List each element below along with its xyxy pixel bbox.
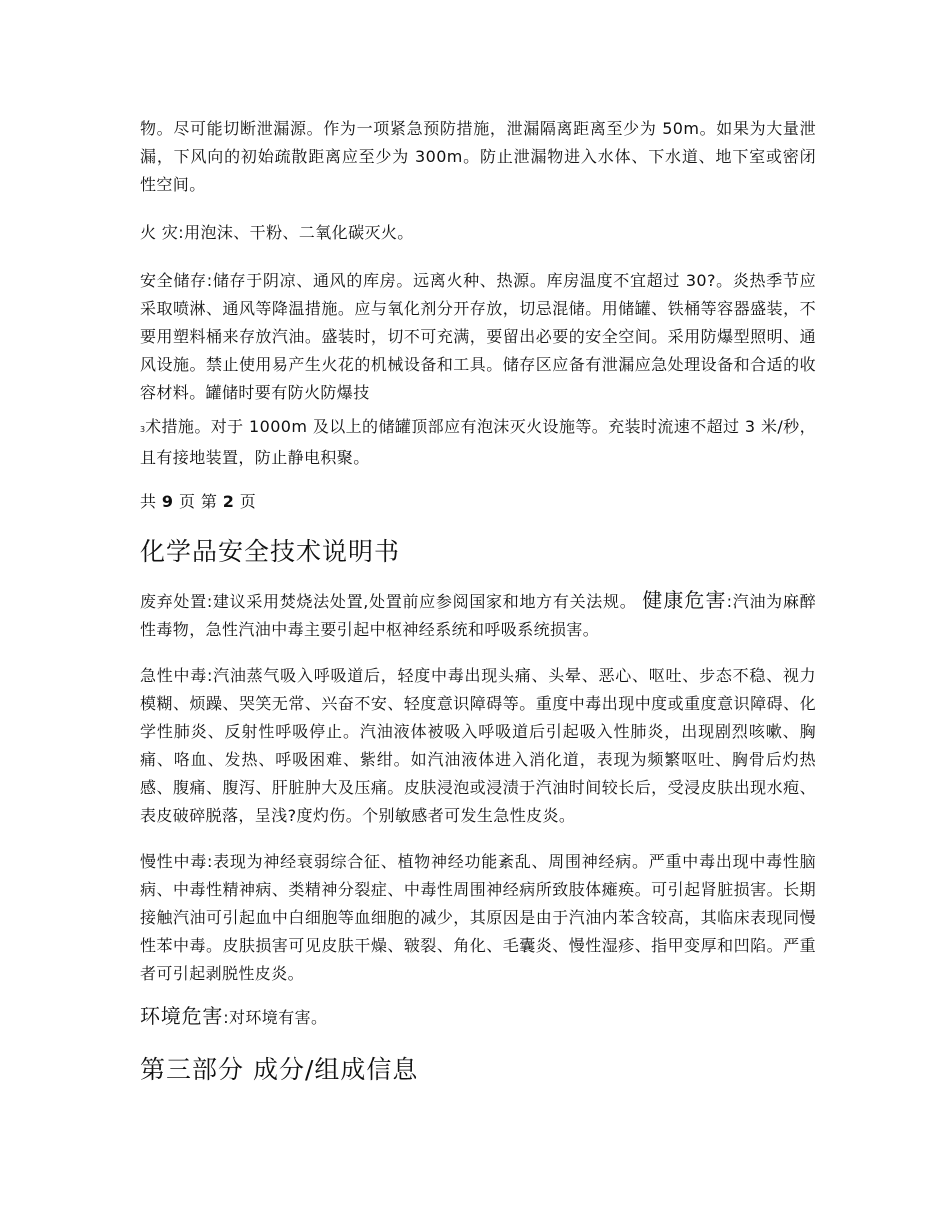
environmental-hazard-label: 环境危害	[140, 1004, 224, 1028]
health-hazard-text: :汽油为麻醉性毒物，急性汽油中毒主要引起中枢神经系统和呼吸系统损害。	[140, 592, 816, 639]
page-counter	[140, 488, 816, 516]
paragraph-storage: 安全储存:储存于阴凉、通风的库房。远离火种、热源。库房温度不宜超过 30?。炎热季节应采取喷淋、通风等降温措施。应与氧化剂分开存放，切忌混储。用储罐、铁桶等容器盛装，不要用塑料桶来存放汽油。盛装时，切不可充满，要留出必要的安全空间。采用防爆型照明、通风设施。禁止使用易产生火花的机械设备和工具。储存区应备有泄漏应急处理设备和合适的收容材料。罐储时要有防火防爆技	[140, 271, 816, 402]
paragraph-chronic-poisoning: 慢性中毒:表现为神经衰弱综合征、植物神经功能紊乱、周围神经病。严重中毒出现中毒性脑病、中毒性精神病、类精神分裂症、中毒性周围神经病所致肢体瘫痪。可引起肾脏损害。长期接触汽油可引起血中白细胞等血细胞的减少，其原因是由于汽油内苯含较高，其临床表现同慢性苯中毒。皮肤损害可见皮肤干燥、皲裂、角化、毛囊炎、慢性湿疹、指甲变厚和凹陷。严重者可引起剥脱性皮炎。	[140, 852, 816, 983]
environmental-hazard-text: :对环境有害。	[223, 1008, 328, 1027]
health-hazard-label: 健康危害	[642, 588, 727, 612]
section-title: 第三部分 成分/组成信息	[140, 1055, 419, 1084]
paragraph-storage-continued	[140, 413, 816, 472]
document-title: 化学品安全技术说明书	[140, 537, 401, 566]
paragraph-disposal-health	[140, 586, 816, 644]
footnote-mark: 3	[140, 425, 146, 434]
page-counter-middle: 页 第	[178, 492, 218, 511]
disposal-text: 废弃处置:建议采用焚烧法处置,处置前应参阅国家和地方有关法规。	[140, 592, 643, 611]
page-counter-prefix: 共	[140, 492, 157, 511]
document-page	[140, 115, 816, 1088]
paragraph-environmental-hazard	[140, 1002, 816, 1032]
page-counter-current: 2	[222, 492, 235, 511]
paragraph-acute-poisoning: 急性中毒:汽油蒸气吸入呼吸道后，轻度中毒出现头痛、头晕、恶心、呕吐、步态不稳、视力模糊、烦躁、哭笑无常、兴奋不安、轻度意识障碍等。重度中毒出现中度或重度意识障碍、化学性肺炎、反射性呼吸停止。汽油液体被吸入呼吸道后引起吸入性肺炎，出现剧烈咳嗽、胸痛、咯血、发热、呼吸困难、紫绀。如汽油液体进入消化道，表现为频繁呕吐、胸骨后灼热感、腹痛、腹泻、肝脏肿大及压痛。皮肤浸泡或浸渍于汽油时间较长后，受浸皮肤出现水疱、表皮破碎脱落，呈浅?度灼伤。个别敏感者可发生急性皮炎。	[140, 666, 816, 825]
paragraph-leak-handling: 物。尽可能切断泄漏源。作为一项紧急预防措施，泄漏隔离距离至少为 50m。如果为大量泄漏，下风向的初始疏散距离应至少为 300m。防止泄漏物进入水体、下水道、地下室或密闭性空间。	[140, 119, 816, 194]
page-counter-suffix: 页	[239, 492, 257, 511]
paragraph-fire: 火 灾:用泡沫、干粉、二氧化碳灭火。	[140, 223, 414, 242]
paragraph-storage-continued-text: 术措施。对于 1000m 及以上的储罐顶部应有泡沫灭火设施等。充装时流速不超过 3 米/秒， 且有接地装置，防止静电积聚。	[140, 417, 816, 467]
page-counter-total: 9	[161, 492, 174, 511]
